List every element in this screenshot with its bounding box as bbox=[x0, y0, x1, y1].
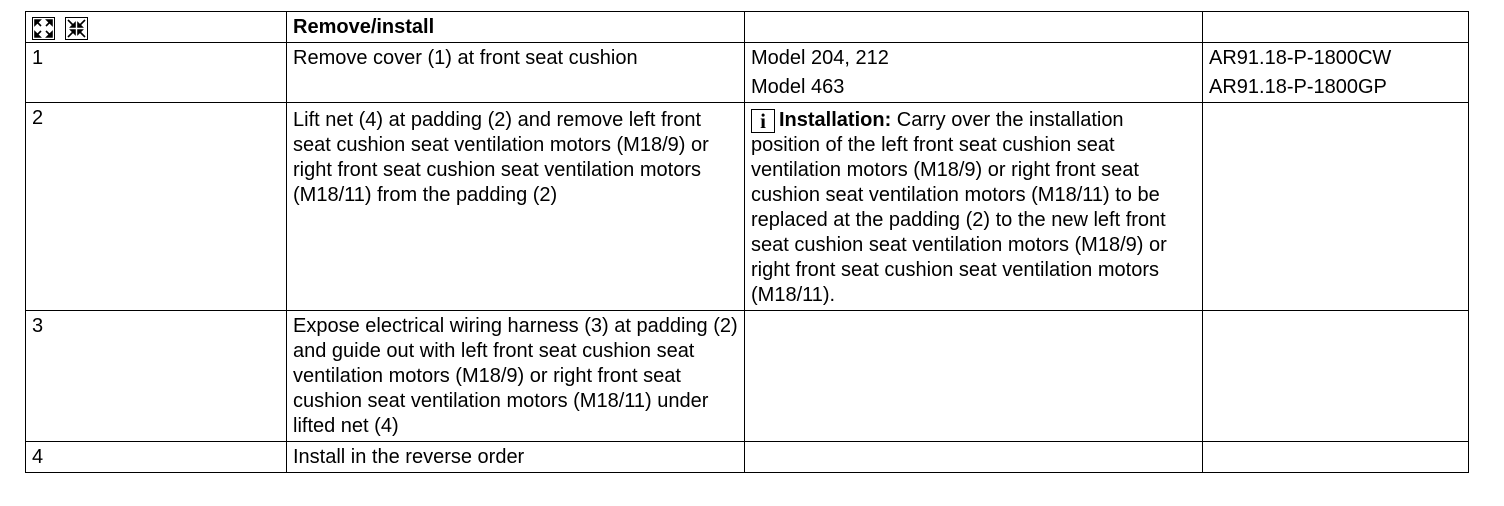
step-action: Lift net (4) at padding (2) and remove left front seat cushion seat ventilation motors (M18/9) or right front seat cushion seat ventilation motors (M18/11) from the padding (2) bbox=[287, 103, 745, 311]
step-action: Remove cover (1) at front seat cushion bbox=[287, 43, 745, 103]
header-icons-cell bbox=[26, 12, 287, 43]
model-label: Model 463 bbox=[751, 76, 845, 98]
step-action: Install in the reverse order bbox=[287, 442, 745, 473]
header-empty-cell bbox=[745, 12, 1203, 43]
step-notes bbox=[745, 442, 1203, 473]
table-row bbox=[26, 442, 1469, 473]
expand-all-icon[interactable] bbox=[32, 17, 55, 40]
table-row bbox=[26, 43, 1469, 103]
header-row bbox=[26, 12, 1469, 43]
table-row bbox=[26, 103, 1469, 311]
reference-link[interactable]: AR91.18-P-1800CW bbox=[1209, 47, 1392, 69]
step-notes bbox=[745, 311, 1203, 442]
step-number: 1 bbox=[26, 43, 287, 103]
reference-link[interactable]: AR91.18-P-1800GP bbox=[1209, 76, 1387, 98]
step-refs bbox=[1203, 103, 1469, 311]
collapse-all-icon[interactable] bbox=[65, 17, 88, 40]
step-number: 4 bbox=[26, 442, 287, 473]
note-label: Installation: bbox=[779, 109, 892, 131]
step-refs bbox=[1203, 442, 1469, 473]
step-action: Expose electrical wiring harness (3) at padding (2) and guide out with left front seat cushion seat ventilation motors (M18/9) or right front seat cushion seat ventilation motors (M18/11) under lifted net (4) bbox=[287, 311, 745, 442]
step-refs bbox=[1203, 43, 1469, 103]
step-number: 2 bbox=[26, 103, 287, 311]
header-empty-cell bbox=[1203, 12, 1469, 43]
table-row bbox=[26, 311, 1469, 442]
step-models bbox=[745, 43, 1203, 103]
note-text: Carry over the installation position of the left front seat cushion seat ventilation motors (M18/9) or right front seat cushion seat ventilation motors (M18/11) to be replaced at the padding (2) to the new left front seat cushion seat ventilation motors (M18/9) or right front seat cushion seat ventilation motors (M18/11). bbox=[751, 109, 1167, 306]
info-icon: i bbox=[751, 109, 775, 133]
step-number: 3 bbox=[26, 311, 287, 442]
model-label: Model 204, 212 bbox=[751, 47, 889, 69]
procedure-title: Remove/install bbox=[287, 12, 745, 43]
procedure-table bbox=[25, 11, 1469, 473]
step-refs bbox=[1203, 311, 1469, 442]
installation-note bbox=[745, 103, 1203, 311]
